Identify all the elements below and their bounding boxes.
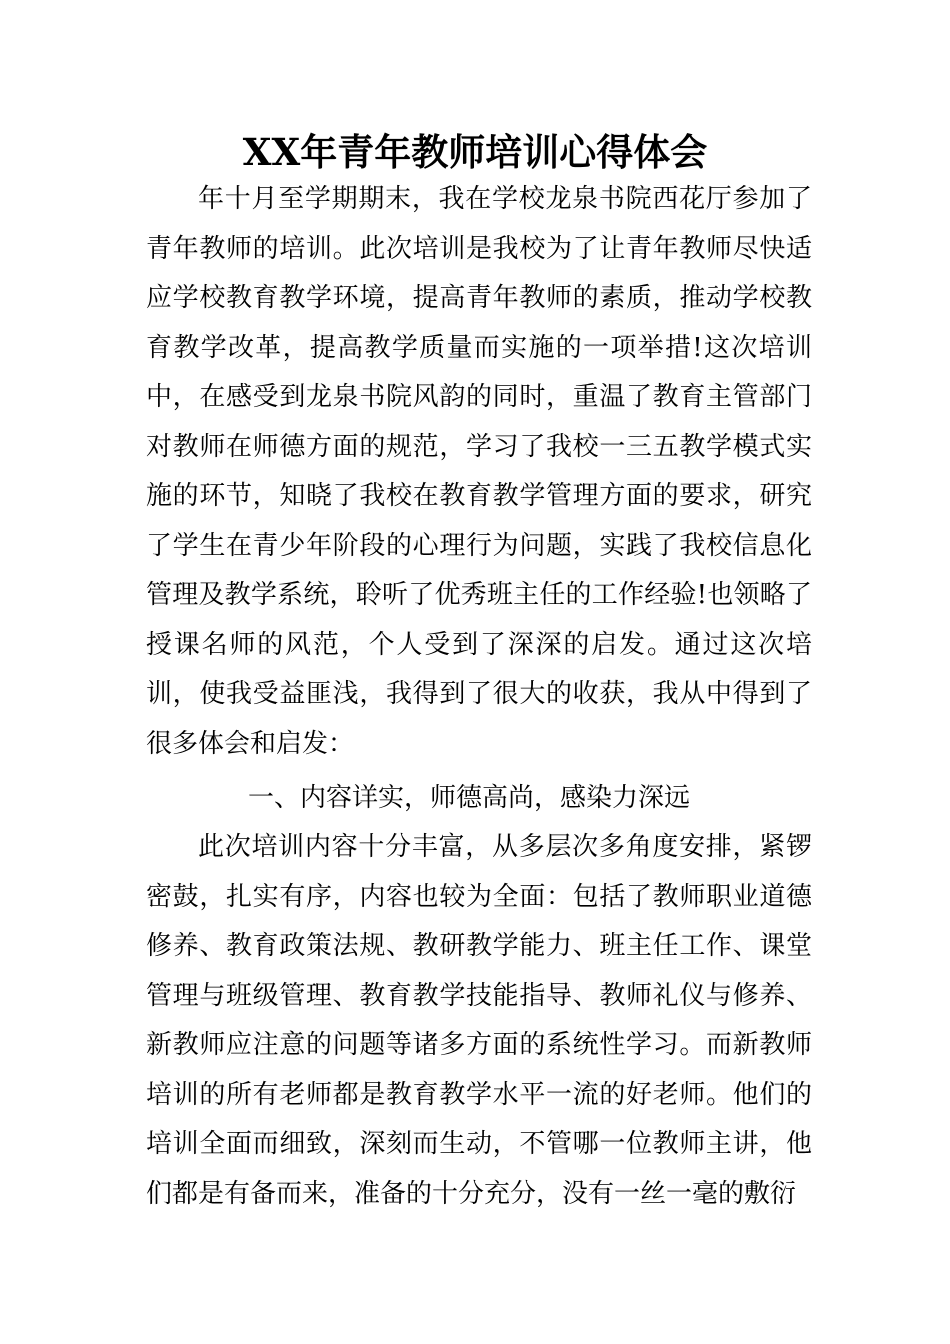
section-paragraph: 此次培训内容十分丰富，从多层次多角度安排，紧锣密鼓，扎实有序，内容也较为全面：包括了教师职业道德修养、教育政策法规、教研教学能力、班主任工作、课堂管理与班级管理、教育教学技能指导、教师礼仪与修养、新教师应注意的问题等诸多方面的系统性学习。而新教师培训的所有老师都是教育教学水平一流的好老师。他们的培训全面而细致，深刻而生动，不管哪一位教师主讲，他们都是有备而来，准备的十分充分，没有一丝一毫的敷衍 — [146, 832, 812, 1209]
section-heading: 一、内容详实，师德高尚，感染力深远 — [248, 783, 691, 813]
document-title: XX年青年教师培训心得体会 — [242, 130, 708, 174]
intro-paragraph: 年十月至学期期末，我在学校龙泉书院西花厅参加了青年教师的培训。此次培训是我校为了让青年教师尽快适应学校教育教学环境，提高青年教师的素质，推动学校教育教学改革，提高教学质量而实施的一项举措!这次培训中，在感受到龙泉书院风韵的同时，重温了教育主管部门对教师在师德方面的规范，学习了我校一三五教学模式实施的环节，知晓了我校在教育教学管理方面的要求，研究了学生在青少年阶段的心理行为问题，实践了我校信息化管理及教学系统，聆听了优秀班主任的工作经验!也领略了授课名师的风范，个人受到了深深的启发。通过这次培训，使我受益匪浅，我得到了很大的收获，我从中得到了很多体会和启发： — [146, 184, 812, 759]
